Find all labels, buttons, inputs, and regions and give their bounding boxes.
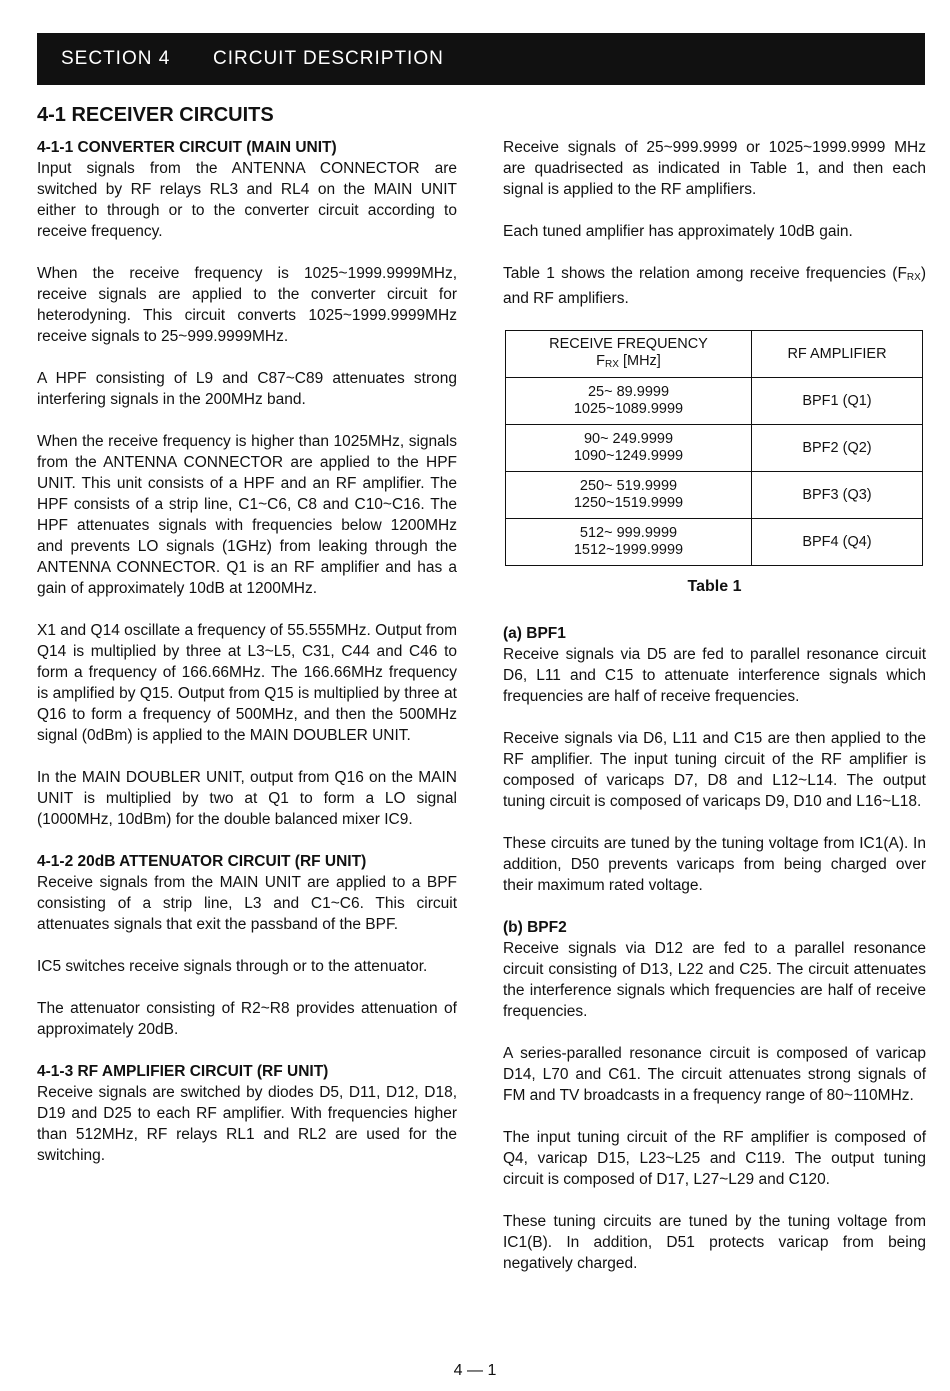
cell-line: 1090~1249.9999	[573, 448, 684, 464]
paragraph: Receive signals from the MAIN UNIT are applied to a BPF consisting of a strip line, L3 and C1~C6. This circuit attenuates signals that exit the passband of the BPF.	[37, 874, 457, 933]
header-line: RECEIVE FREQUENCY	[549, 335, 708, 352]
attenuator-circuit-heading: 4-1-2 20dB ATTENUATOR CIRCUIT (RF UNIT)	[37, 853, 367, 870]
table-header-row	[506, 331, 923, 378]
cell-line: 90~ 249.9999	[583, 431, 674, 447]
header-line	[507, 353, 750, 373]
section-header-bar	[37, 33, 925, 85]
amplifier-cell: BPF3 (Q3)	[752, 472, 923, 519]
paragraph: A series-paralled resonance circuit is composed of varicap D14, L70 and C61. The circuit attenuates strong signals of FM and TV broadcasts in a frequency range of 80~110MHz.	[503, 1045, 926, 1104]
subscript: RX	[605, 358, 619, 370]
paragraph: The attenuator consisting of R2~R8 provides attenuation of approximately 20dB.	[37, 1000, 457, 1038]
text-segment: ) and RF amplifiers.	[503, 265, 926, 307]
paragraph	[503, 263, 926, 309]
paragraph: Receive signals are switched by diodes D5, D11, D12, D18, D19 and D25 to each RF amplifier. With frequencies higher than 512MHz, RF relays RL1 and RL2 are used for the switching.	[37, 1084, 457, 1164]
paragraph: When the receive frequency is 1025~1999.9999MHz, receive signals are applied to the converter circuit for heterodyning. This circuit converts 1025~1999.9999MHz receive signals to 25~999.9999MHz.	[37, 265, 457, 345]
paragraph: Receive signals via D12 are fed to a parallel resonance circuit consisting of D13, L22 and C25. The circuit attenuates the interference signals which frequencies are half of receive frequencies.	[503, 940, 926, 1020]
cell-line: 250~ 519.9999	[579, 478, 678, 494]
left-column	[37, 137, 457, 1187]
amplifier-cell: BPF1 (Q1)	[752, 378, 923, 425]
section-title: CIRCUIT DESCRIPTION	[213, 48, 444, 69]
paragraph: The input tuning circuit of the RF amplifier is composed of Q4, varicap D15, L23~L25 and C119. The output tuning circuit is composed of D17, L27~L29 and C120.	[503, 1129, 926, 1188]
table-row	[506, 472, 923, 519]
text-segment: F	[596, 352, 606, 369]
paragraph: In the MAIN DOUBLER UNIT, output from Q16 on the MAIN UNIT is multiplied by two at Q1 to form a LO signal (1000MHz, 10dBm) for the double balanced mixer IC9.	[37, 769, 457, 828]
table-row	[506, 425, 923, 472]
right-column	[503, 137, 926, 1295]
cell-line: 512~ 999.9999	[579, 525, 678, 541]
table-row	[506, 519, 923, 566]
amplifier-cell: BPF4 (Q4)	[752, 519, 923, 566]
paragraph: Each tuned amplifier has approximately 10dB gain.	[503, 223, 853, 240]
paragraph: Receive signals via D6, L11 and C15 are then applied to the RF amplifier. The input tuning circuit of the RF amplifier is composed of varicaps D7, D8 and L12~L14. The output tuning circuit is composed of varicaps D9, D10 and L16~L18.	[503, 730, 926, 810]
frequency-cell	[506, 425, 752, 472]
cell-line: 1025~1089.9999	[573, 401, 684, 417]
amplifier-cell: BPF2 (Q2)	[752, 425, 923, 472]
bpf2-heading: (b) BPF2	[503, 919, 567, 936]
cell-line: 1512~1999.9999	[573, 542, 684, 558]
paragraph: When the receive frequency is higher than 1025MHz, signals from the ANTENNA CONNECTOR are applied to the HPF UNIT. This unit consists of a HPF and an RF amplifier. The HPF consists of a strip line, C1~C6, C8 and C10~C16. The HPF attenuates signals with frequencies below 1200MHz and prevents LO signals (1GHz) from leaking through the ANTENNA CONNECTOR. Q1 is an RF amplifier and has a gain of approximately 10dB at 1200MHz.	[37, 433, 457, 597]
paragraph: Receive signals via D5 are fed to parallel resonance circuit D6, L11 and C15 to attenuate interference signals which frequencies are half of receive frequencies.	[503, 646, 926, 705]
frequency-cell	[506, 519, 752, 566]
paragraph: X1 and Q14 oscillate a frequency of 55.555MHz. Output from Q14 is multiplied by three at L3~L5, C31, C44 and C46 to form a frequency of 166.66MHz. The 166.66MHz frequency is amplified by Q15. Output from Q15 is multiplied by three at Q16 to form a frequency of 500MHz, and then the 500MHz signal (0dBm) is applied to the MAIN DOUBLER UNIT.	[37, 622, 457, 744]
column-header-amplifier: RF AMPLIFIER	[752, 331, 923, 378]
page-title: 4-1 RECEIVER CIRCUITS	[37, 104, 274, 126]
paragraph: IC5 switches receive signals through or to the attenuator.	[37, 958, 428, 975]
text-segment: [MHz]	[618, 352, 661, 369]
subscript: RX	[906, 272, 921, 283]
page-number: 4 — 1	[453, 1362, 497, 1379]
paragraph: Input signals from the ANTENNA CONNECTOR are switched by RF relays RL3 and RL4 on the MAIN UNIT either to through or to the converter circuit according to receive frequency.	[37, 160, 457, 240]
table-row	[506, 378, 923, 425]
cell-line: 1250~1519.9999	[573, 495, 684, 511]
frequency-table	[505, 330, 923, 566]
rf-amplifier-heading: 4-1-3 RF AMPLIFIER CIRCUIT (RF UNIT)	[37, 1063, 329, 1080]
section-number: SECTION 4	[61, 48, 171, 69]
paragraph: Receive signals of 25~999.9999 or 1025~1999.9999 MHz are quadrisected as indicated in Table 1, and then each signal is applied to the RF amplifiers.	[503, 139, 926, 198]
table-caption: Table 1	[687, 578, 742, 595]
paragraph: These circuits are tuned by the tuning voltage from IC1(A). In addition, D50 prevents varicaps from being charged over their maximum rated voltage.	[503, 835, 926, 894]
text-segment: Table 1 shows the relation among receive frequencies (F	[503, 265, 907, 282]
bpf1-heading: (a) BPF1	[503, 625, 566, 642]
column-header-frequency	[506, 331, 752, 378]
frequency-cell	[506, 472, 752, 519]
paragraph: These tuning circuits are tuned by the tuning voltage from IC1(B). In addition, D51 protects varicap from being negatively charged.	[503, 1213, 926, 1272]
paragraph: A HPF consisting of L9 and C87~C89 attenuates strong interfering signals in the 200MHz band.	[37, 370, 457, 408]
cell-line: 25~ 89.9999	[587, 384, 670, 400]
frequency-cell	[506, 378, 752, 425]
converter-circuit-heading: 4-1-1 CONVERTER CIRCUIT (MAIN UNIT)	[37, 139, 337, 156]
